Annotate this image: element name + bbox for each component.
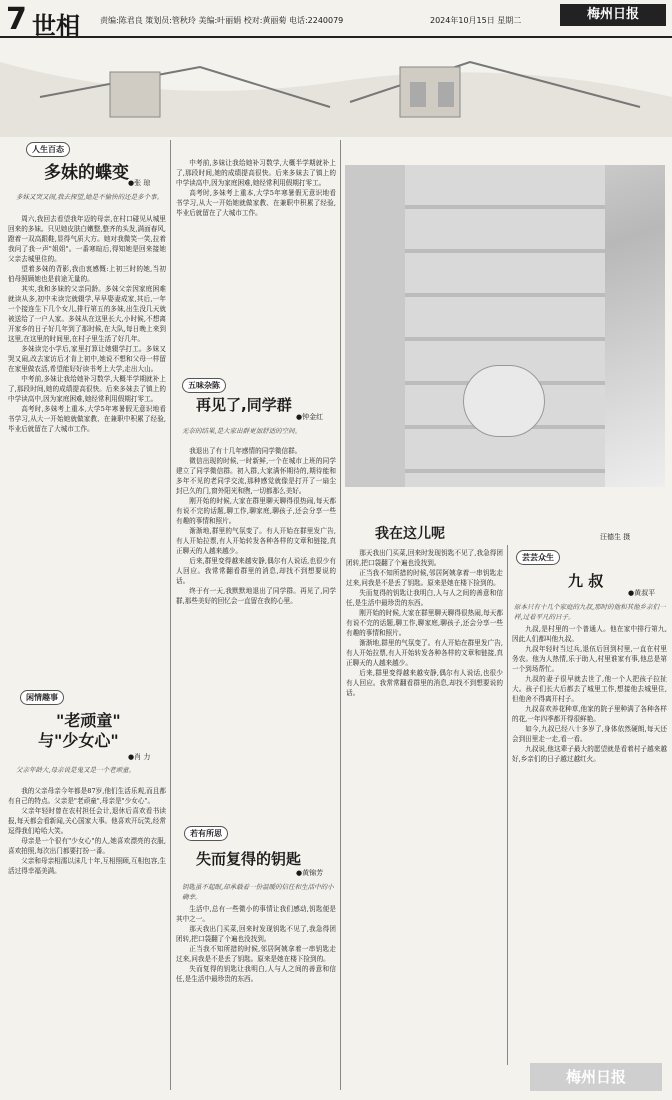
paragraph: 失而复得的钥匙让我明白,人与人之间的善意和信任,是生活中最珍贵的东西。 [346, 589, 503, 607]
roof-decoration [0, 37, 672, 137]
paragraph: 那天我出门买菜,回来时发现钥匙不见了,我急得团团转,把口袋翻了个遍也没找到。 [346, 549, 503, 567]
paragraph: 九叔,是村里的一个普通人。他在家中排行第九,因此人们都叫他九叔。 [512, 625, 667, 643]
paragraph: 九叔年轻时当过兵,退伍后回到村里,一直在村里务农。他为人热情,乐于助人,村里谁家有事,他总是第一个到场帮忙。 [512, 645, 667, 673]
paragraph: 正当我不知所措的时候,邻居阿姨拿着一串钥匙走过来,问我是不是丢了钥匙。原来是她在楼下捡到的。 [346, 569, 503, 587]
photo-caption: 我在这儿呢 [375, 526, 445, 542]
paragraph: 高考时,多妹考上重本,大学5年寒暑假无意识地看书学习,从大一开始她就做家教、在兼职中积累了经验,毕业后就留在了大城市工作。 [176, 189, 336, 217]
paragraph: 多妹读完小学后,家里打算让她辍学打工。多妹又哭又闹,改去家访后才肯上初中,她说不想和父母一样留在家里做农活,希望能好好读书考上大学,走出大山。 [8, 345, 166, 373]
paragraph: 高考时,多妹考上重本,大学5年寒暑假无意识地看书学习,从大一开始她就做家教、在兼职中积累了经验,毕业后就留在了大城市工作。 [8, 405, 166, 433]
page-title: 世相 [32, 12, 80, 40]
paragraph: 九叔说,他这辈子最大的愿望就是看着村子越来越好,乡亲们的日子越过越红火。 [512, 745, 667, 763]
paragraph: 九叔喜欢养花种草,他家的院子里种满了各种各样的花,一年四季都开得很鲜艳。 [512, 705, 667, 723]
section-tag-thoughts: 若有所思 [184, 826, 228, 841]
article-title-yaoshi: 失而复得的钥匙 [196, 850, 302, 868]
section-tag-leisure: 闲情趣事 [20, 690, 64, 705]
article-body-yaoshi-cont [346, 548, 503, 1088]
article-body-jiushu [512, 624, 667, 1059]
editor-credits: 责编:陈君良 策划员:管秋玲 美编:叶丽娟 校对:黄丽菊 电话:2240079 [100, 16, 344, 25]
article-title-duomei: 多妹的蝶变 [44, 163, 129, 183]
article-lead: 多妹又哭又闹,我去探望,她是不愉快的还是多个事。 [16, 193, 164, 201]
article-lead: 原本只有十几个家庭的九叔,那时的他和其他乡亲们一样,过着平凡的日子。 [514, 603, 666, 621]
article-title-tongxuequn: 再见了,同学群 [196, 396, 292, 414]
issue-date: 2024年10月15日 星期二 [430, 16, 522, 25]
column-divider [340, 140, 341, 1090]
paragraph: 中考前,多妹让我给她补习数学,大概半学期就补上了,那段时间,她的成绩提高很快。后来多妹去了镇上的中学读高中,因为家庭困难,她经常利用假期打零工。 [8, 375, 166, 403]
page-number: 7 [6, 2, 27, 37]
paragraph: 周六,我回去看望我年迈的母亲,在村口碰见从城里回来的多妹。只见她皮肤白嫩整,整齐的头发,满面春风,蹬着一双高跟鞋,显得气质大方。她对我微笑一笑,拉着我问了我一声"姐姐"。一番寒暄后,得知她是回来接她父亲去城里住的。 [8, 215, 166, 263]
photo-wall [345, 165, 405, 487]
paragraph: 渐渐地,群里的气氛变了。有人开始在群里发广告,有人开始拉票,有人开始转发各种各样的文章和链接,真正聊天的人越来越少。 [176, 527, 336, 555]
paragraph: 微信出现的时候,一时新鲜,一个在城市上班的同学建立了同学微信群。初入群,大家满怀期待的,期待能和多年不见的老同学交流,那种感觉就像是打开了一扇尘封已久的门,窗外阳光和煦,一切都那么美好。 [176, 457, 336, 495]
paragraph: 如今,九叔已经八十多岁了,身体依然硬朗,每天还会到田里走一走,看一看。 [512, 725, 667, 743]
article-author: ●张 琼 [128, 179, 151, 187]
article-author: ●黄锦芳 [296, 869, 324, 877]
newspaper-logo: 梅州日报 [560, 4, 666, 26]
column-divider [507, 545, 508, 1065]
paragraph: 我的父亲母亲今年都是87岁,他们生活乐观,而且都有自己的特点。父亲是"老顽童",母亲是"少女心"。 [8, 787, 166, 805]
child-face [463, 365, 545, 437]
footer-watermark-logo: 梅州日报 [530, 1063, 662, 1091]
article-author: ●肖 力 [128, 753, 151, 761]
paragraph: 后来,群里变得越来越安静,偶尔有人说话,也很少有人回应。我常常翻看群里的消息,却找不到想要说的话。 [176, 557, 336, 585]
paragraph: 渐渐地,群里的气氛变了。有人开始在群里发广告,有人开始拉票,有人开始转发各种各样的文章和链接,真正聊天的人越来越少。 [346, 639, 503, 667]
article-body-yaoshi [176, 904, 336, 1089]
paragraph: 我退出了有十几年感情的同学微信群。 [189, 447, 302, 455]
paragraph: 母亲是一个很有"少女心"的人,她喜欢漂亮的衣服,喜欢拍照,每次出门都要打扮一番。 [8, 837, 166, 855]
paragraph: 父亲年轻时曾在农村担任会计,退休后喜欢看书读报,每天都会看新闻,关心国家大事。他喜欢开玩笑,经常逗得我们哈哈大笑。 [8, 807, 166, 835]
paragraph: 刚开始的时候,大家在群里聊天聊得很热闹,每天都有说不完的话题,聊工作,聊家庭,聊孩子,还会分享一些有趣的事情和照片。 [176, 497, 336, 525]
column-divider [170, 140, 171, 1090]
paragraph: 后来,群里变得越来越安静,偶尔有人说话,也很少有人回应。我常常翻看群里的消息,却找不到想要说的话。 [346, 669, 503, 697]
section-tag-mixed: 五味杂陈 [182, 378, 226, 393]
section-tag-people: 芸芸众生 [516, 550, 560, 565]
article-lead: 无奈的结果,是大家出群更加舒适的空间。 [182, 427, 302, 435]
child-photo [345, 165, 665, 487]
paragraph: 望着多妹的背影,我由衷感慨:上初三时的她,当初伯母照顾她也是前途无量的。 [8, 265, 166, 283]
article-author: ●黄叔平 [628, 589, 656, 597]
photographer-credit: 汪德生 摄 [600, 533, 631, 541]
paragraph: 其实,我和多妹的父亲同龄。多妹父亲因家庭困难就读从多,初中未读完就辍学,早早娶妻成家,其后,一年一个接连生下几个女儿,排行第五的多妹,出生没几天就被送给了一户人家。多妹从在这里长大,小时候,不想离开家乡的日子好几年到了那时候,在大队,每日晚上来到这里,在这里的时间里,在村子里生活了好几年。 [8, 285, 166, 343]
article-body-tongxuequn [176, 446, 336, 821]
article-title-jiushu: 九 叔 [568, 572, 604, 590]
paragraph: 终于有一天,我默默地退出了同学群。再见了,同学群,那些美好的回忆会一直留在我的心里。 [176, 587, 336, 605]
paragraph: 刚开始的时候,大家在群里聊天聊得很热闹,每天都有说不完的话题,聊工作,聊家庭,聊孩子,还会分享一些有趣的事情和照片。 [346, 609, 503, 637]
article-body-duomei-cont [176, 158, 336, 368]
section-tag-life: 人生百态 [26, 142, 70, 157]
paragraph: 九叔的妻子很早就去世了,他一个人把孩子拉扯大。孩子们长大后都去了城里工作,想接他去城里住,但他舍不得离开村子。 [512, 675, 667, 703]
article-title-laowantong-2: 与"少女心" [38, 731, 119, 750]
article-title-laowantong-1: "老顽童" [56, 711, 121, 730]
paragraph: 生活中,总有一些微小的事情让我们感动,钥匙便是其中之一。 [176, 905, 336, 923]
article-body-duomei [8, 214, 166, 684]
article-author: ●钟金红 [296, 413, 324, 421]
paragraph: 中考前,多妹让我给她补习数学,大概半学期就补上了,那段时间,她的成绩提高很快。后来多妹去了镇上的中学读高中,因为家庭困难,她经常利用假期打零工。 [176, 159, 336, 187]
photo-door [405, 165, 605, 487]
paragraph: 那天我出门买菜,回来时发现钥匙不见了,我急得团团转,把口袋翻了个遍也没找到。 [176, 925, 336, 943]
paragraph: 正当我不知所措的时候,邻居阿姨拿着一串钥匙走过来,问我是不是丢了钥匙。原来是她在楼下捡到的。 [176, 945, 336, 963]
article-lead: 钥匙虽不起眼,却承载着一份温暖的信任和生活中的小确幸。 [182, 883, 334, 901]
paragraph: 失而复得的钥匙让我明白,人与人之间的善意和信任,是生活中最珍贵的东西。 [176, 965, 336, 983]
article-lead: 父亲年龄大,母亲说是鬼又是一个老顽童。 [16, 766, 136, 774]
article-body-laowantong [8, 786, 166, 1086]
paragraph: 父亲和母亲相濡以沫几十年,互相照顾,互相包容,生活过得幸福美满。 [8, 857, 166, 875]
